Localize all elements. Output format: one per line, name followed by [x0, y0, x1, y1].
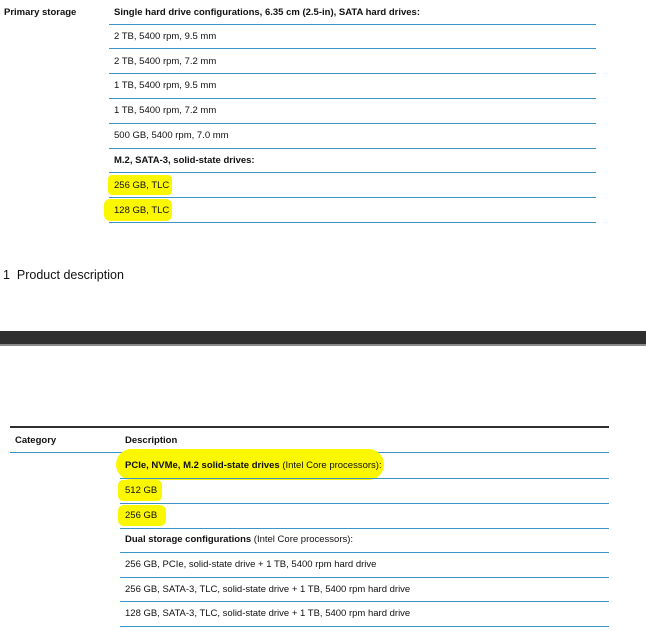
row-divider: [109, 24, 596, 25]
dual-heading: [125, 534, 353, 546]
row-divider: [120, 626, 609, 627]
pcie-heading-rest: (Intel Core processors):: [279, 460, 382, 471]
row-divider: [109, 222, 596, 223]
table-row: 2 TB, 5400 rpm, 9.5 mm: [114, 31, 217, 42]
row-divider: [120, 552, 609, 553]
table-row: 256 GB, TLC: [114, 180, 170, 191]
row-divider: [120, 577, 609, 578]
hdd-heading: Single hard drive configurations, 6.35 cm (2.5-in), SATA hard drives:: [114, 7, 420, 18]
table-row: 500 GB, 5400 rpm, 7.0 mm: [114, 130, 229, 141]
table-top-rule: [10, 426, 609, 428]
row-divider: [109, 73, 596, 74]
row-divider: [120, 601, 609, 602]
row-divider: [120, 528, 609, 529]
table-row: 128 GB, TLC: [114, 205, 170, 216]
category-header: Category: [15, 435, 57, 446]
row-divider: [109, 197, 596, 198]
row-divider: [120, 503, 609, 504]
pcie-heading: [125, 460, 382, 472]
description-header: Description: [125, 435, 178, 446]
table-row: 256 GB: [125, 510, 158, 521]
table-row: 512 GB: [125, 485, 158, 496]
table-row: 256 GB, SATA-3, TLC, solid-state drive + 1 TB, 5400 rpm hard drive: [125, 584, 411, 595]
page-separator-shade: [0, 344, 646, 346]
row-divider: [120, 478, 609, 479]
pcie-heading-bold: PCIe, NVMe, M.2 solid-state drives: [125, 460, 280, 471]
row-divider: [109, 123, 596, 124]
row-divider: [109, 148, 596, 149]
dual-heading-rest: (Intel Core processors):: [251, 534, 354, 545]
page-separator: [0, 331, 646, 344]
table-row: 1 TB, 5400 rpm, 9.5 mm: [114, 80, 217, 91]
row-divider: [109, 48, 596, 49]
dual-heading-bold: Dual storage configurations: [125, 534, 252, 545]
row-divider: [109, 98, 596, 99]
footer-text: 1 Product description: [3, 268, 124, 282]
table-row: 1 TB, 5400 rpm, 7.2 mm: [114, 105, 217, 116]
category-label: Primary storage: [4, 7, 77, 18]
table-row: 256 GB, PCIe, solid-state drive + 1 TB, 5400 rpm hard drive: [125, 559, 377, 570]
ssd-subheading: M.2, SATA-3, solid-state drives:: [114, 155, 255, 166]
table-row: 128 GB, SATA-3, TLC, solid-state drive + 1 TB, 5400 rpm hard drive: [125, 608, 411, 619]
table-row: 2 TB, 5400 rpm, 7.2 mm: [114, 56, 217, 67]
row-divider: [109, 172, 596, 173]
